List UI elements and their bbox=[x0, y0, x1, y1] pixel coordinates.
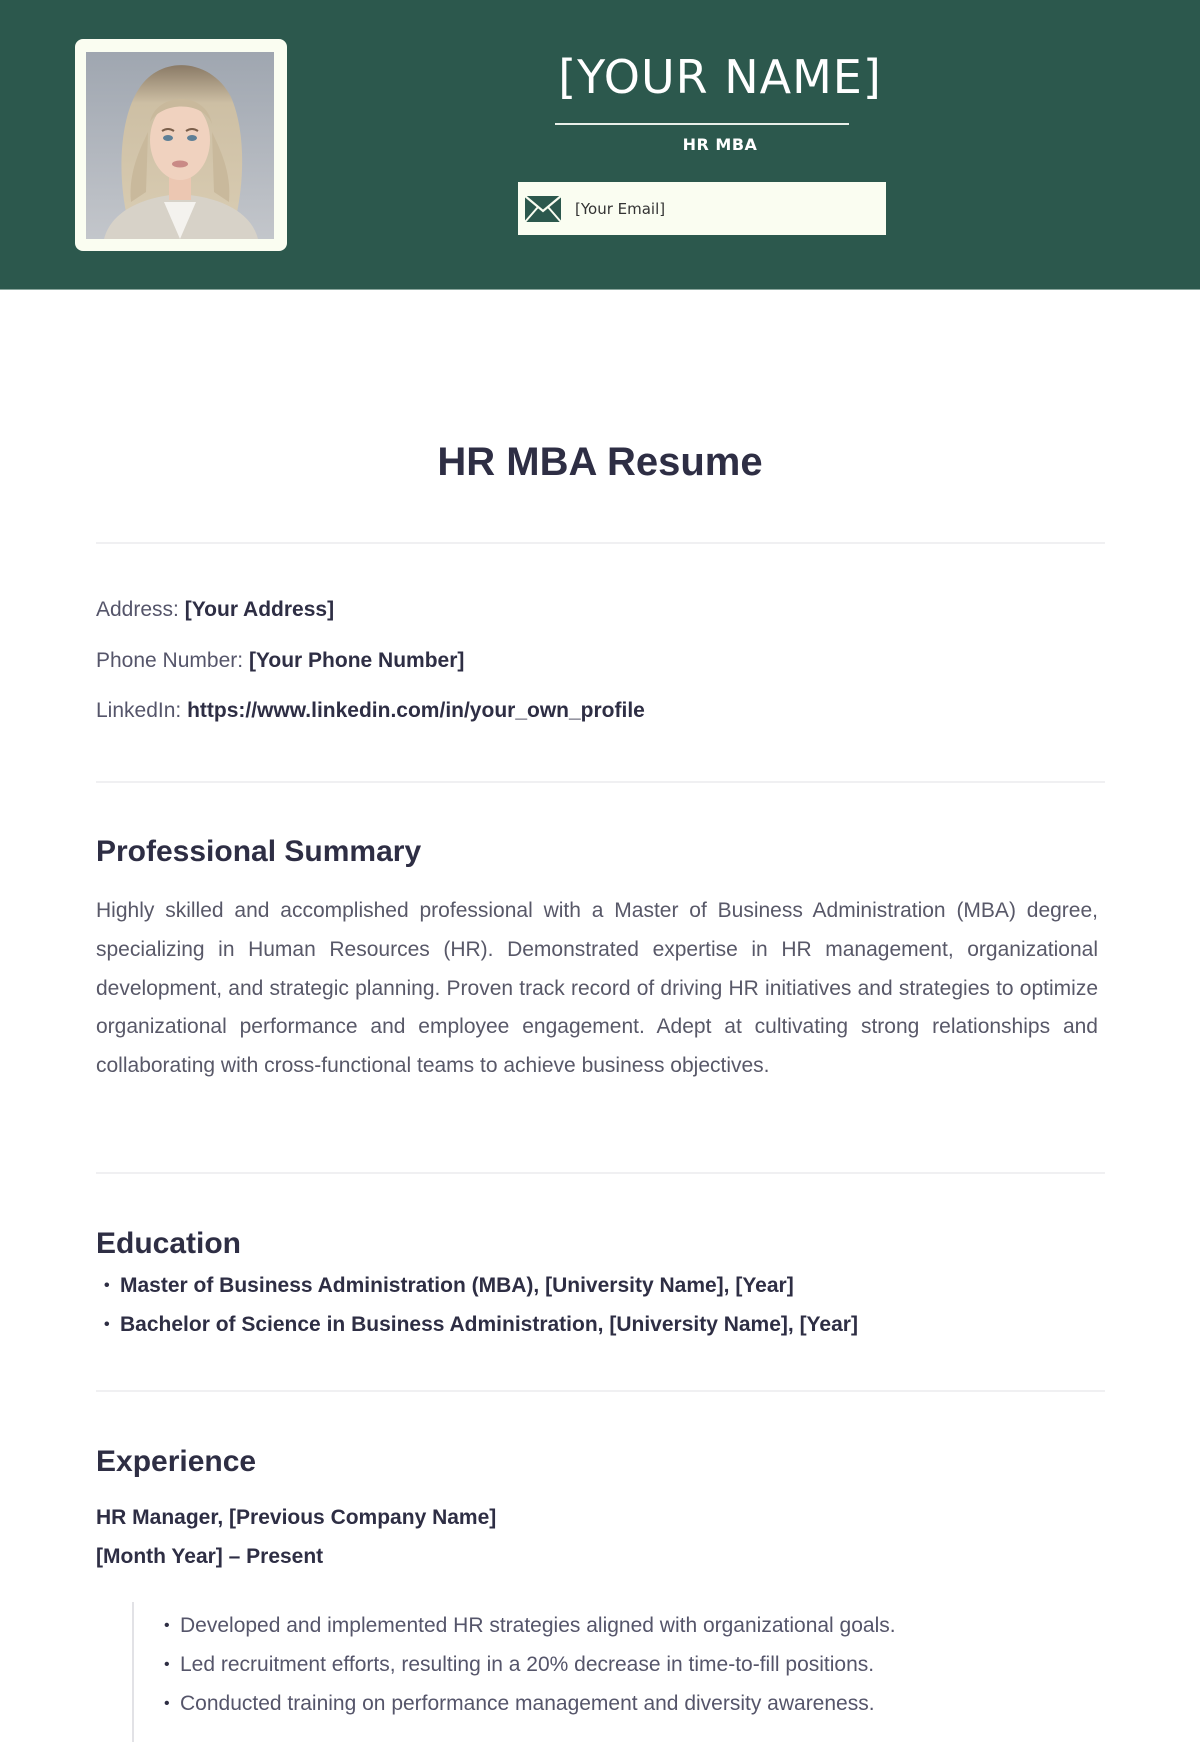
document-title: HR MBA Resume bbox=[437, 440, 763, 484]
job-duties-list bbox=[132, 1602, 1092, 1742]
education-list bbox=[104, 1266, 858, 1344]
job-dates: [Month Year] – Present bbox=[96, 1545, 324, 1568]
summary-heading: Professional Summary bbox=[96, 835, 422, 868]
job-duty-item: • Led recruitment efforts, resulting in a 20% decrease in time-to-fill positions. bbox=[164, 1645, 1092, 1684]
education-item: • Bachelor of Science in Business Administration, [University Name], [Year] bbox=[104, 1305, 858, 1344]
section-divider bbox=[96, 1390, 1105, 1392]
section-divider bbox=[96, 542, 1105, 544]
address-value: [Your Address] bbox=[184, 598, 335, 621]
portrait-illustration bbox=[86, 52, 274, 239]
address-label: Address: bbox=[96, 598, 179, 621]
job-duty-item: • Conducted training on performance management and diversity awareness. bbox=[164, 1684, 1092, 1723]
phone-value: [Your Phone Number] bbox=[248, 649, 465, 672]
profile-photo-frame bbox=[75, 39, 287, 251]
job-duty-item: • Developed and implemented HR strategies aligned with organizational goals. bbox=[164, 1606, 1092, 1645]
experience-heading: Experience bbox=[96, 1445, 257, 1478]
education-item: • Master of Business Administration (MBA), [University Name], [Year] bbox=[104, 1266, 858, 1305]
envelope-icon bbox=[524, 195, 562, 223]
linkedin-link[interactable]: https://www.linkedin.com/in/your_own_profile bbox=[187, 699, 645, 722]
email-contact[interactable] bbox=[518, 182, 886, 235]
contact-linkedin bbox=[96, 699, 645, 723]
linkedin-label: LinkedIn: bbox=[96, 699, 182, 722]
contact-address bbox=[96, 598, 334, 622]
candidate-name: [YOUR NAME] bbox=[558, 50, 882, 104]
profile-photo bbox=[86, 52, 274, 239]
section-divider bbox=[96, 1172, 1105, 1174]
section-divider bbox=[96, 781, 1105, 783]
summary-text: Highly skilled and accomplished professional with a Master of Business Administration (MBA) degree, specializing in Human Resources (HR). Demonstrated expertise in HR management, organizational development, and strategic planning. Proven track record of driving HR initiatives and strategies to optimize organizational performance and employee engagement. Adept at cultivating strong relationships and collaborating with cross-functional teams to achieve business objectives. bbox=[96, 899, 1098, 1078]
job-title: HR Manager, [Previous Company Name] bbox=[96, 1506, 497, 1529]
phone-label: Phone Number: bbox=[96, 649, 244, 672]
contact-phone bbox=[96, 649, 464, 673]
resume-header bbox=[0, 0, 1200, 290]
email-text: [Your Email] bbox=[575, 199, 666, 218]
candidate-role: HR MBA bbox=[682, 135, 758, 154]
education-heading: Education bbox=[96, 1227, 242, 1260]
name-underline bbox=[555, 123, 849, 125]
